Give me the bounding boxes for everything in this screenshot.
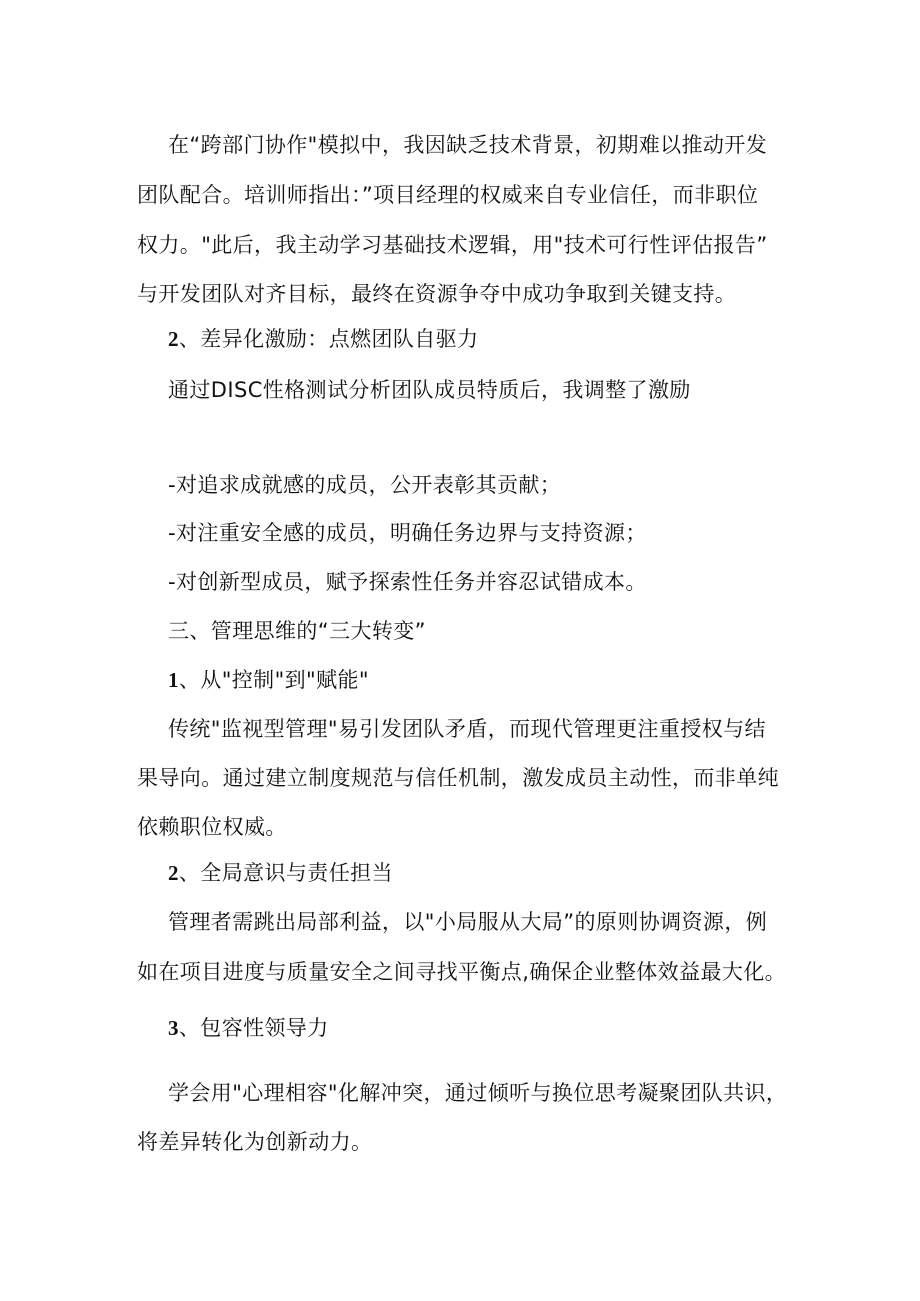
bullet-item: -对创新型成员，赋予探索性任务并容忍试错成本。 xyxy=(168,570,647,594)
paragraph-line: 依赖职位权威。 xyxy=(137,815,287,839)
subheading-empowerment xyxy=(168,665,369,695)
subheading-global-awareness xyxy=(168,858,393,888)
paragraph-line: 管理者需跳出局部利益，以"小局服从大局”的原则协调资源，例 xyxy=(168,910,768,934)
paragraph-line: 与开发团队对齐目标，最终在资源争夺中成功争取到关键支持。 xyxy=(137,282,737,306)
paragraph-line: 传统"监视型管理"易引发团队矛盾，而现代管理更注重授权与结 xyxy=(168,717,766,741)
bullet-item: -对注重安全感的成员，明确任务边界与支持资源； xyxy=(168,521,647,545)
paragraph-line: 权力。"此后，我主动学习基础技术逻辑，用"技术可行性评估报告” xyxy=(137,233,768,257)
paragraph-line: 在“跨部门协作"模拟中，我因缺乏技术背景，初期难以推动开发 xyxy=(168,133,768,157)
section-heading: 三、管理思维的“三大转变” xyxy=(168,619,426,643)
paragraph-line: 如在项目进度与质量安全之间寻找平衡点,确保企业整体效益最大化。 xyxy=(137,960,787,984)
paragraph-line: 通过DISC性格测试分析团队成员特质后，我调整了激励 xyxy=(168,378,691,402)
subheading-number: 2 xyxy=(168,327,179,351)
bullet-item: -对追求成就感的成员，公开表彰其贡献； xyxy=(168,473,562,497)
paragraph-line: 将差异转化为创新动力。 xyxy=(137,1130,373,1154)
paragraph-line: 果导向。通过建立制度规范与信任机制，激发成员主动性，而非单纯 xyxy=(137,766,779,790)
subheading-text: 、全局意识与责任担当 xyxy=(178,861,393,885)
subheading-number: 3 xyxy=(168,1016,179,1040)
subheading-number: 1 xyxy=(168,668,179,692)
subheading-text: 、包容性领导力 xyxy=(178,1016,329,1040)
paragraph-line: 团队配合。培训师指出：”项目经理的权威来自专业信任，而非职位 xyxy=(137,183,759,207)
subheading-text: 、差异化激励：点燃团队自驱力 xyxy=(178,327,479,351)
subheading-number: 2 xyxy=(168,861,179,885)
paragraph-line: 学会用"心理相容"化解冲突，通过倾听与换位思考凝聚团队共识， xyxy=(168,1081,788,1105)
subheading-text: 、从"控制"到"赋能" xyxy=(178,668,369,692)
subheading-inclusive-leadership xyxy=(168,1013,329,1043)
subheading-incentive xyxy=(168,324,479,354)
